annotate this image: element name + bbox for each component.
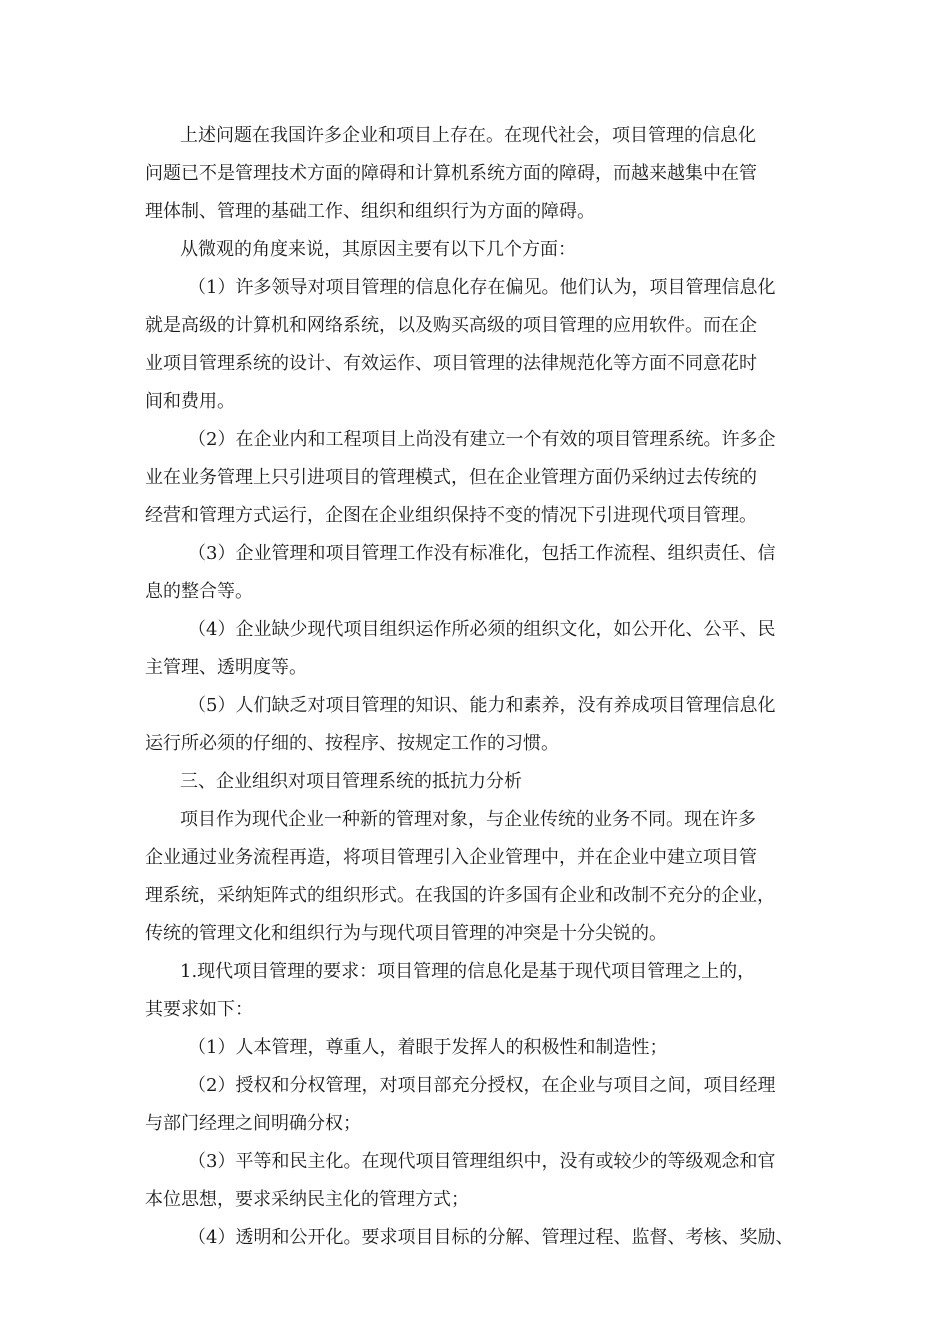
- list-item-line: （3）企业管理和项目管理工作没有标准化，包括工作流程、组织责任、信: [188, 543, 776, 564]
- paragraph-line: 理体制、管理的基础工作、组织和组织行为方面的障碍。: [145, 201, 595, 222]
- paragraph-line: 上述问题在我国许多企业和项目上存在。在现代社会，项目管理的信息化: [180, 125, 756, 146]
- paragraph-line: 本位思想，要求采纳民主化的管理方式；: [145, 1189, 469, 1210]
- list-item-line: （3）平等和民主化。在现代项目管理组织中，没有或较少的等级观念和官: [188, 1151, 776, 1172]
- paragraph-line: 主管理、透明度等。: [145, 657, 307, 678]
- paragraph-line: 传统的管理文化和组织行为与现代项目管理的冲突是十分尖锐的。: [145, 923, 667, 944]
- paragraph-line: 理系统，采纳矩阵式的组织形式。在我国的许多国有企业和改制不充分的企业，: [145, 885, 775, 906]
- list-item-line: （4）透明和公开化。要求项目目标的分解、管理过程、监督、考核、奖励、: [188, 1227, 794, 1248]
- paragraph-line: 其要求如下：: [145, 999, 253, 1020]
- list-item-line: （1）人本管理，尊重人，着眼于发挥人的积极性和制造性；: [188, 1037, 668, 1058]
- section-heading: 三、企业组织对项目管理系统的抵抗力分析: [180, 771, 522, 792]
- paragraph-line: 企业通过业务流程再造，将项目管理引入企业管理中，并在企业中建立项目管: [145, 847, 757, 868]
- list-item-line: （5）人们缺乏对项目管理的知识、能力和素养，没有养成项目管理信息化: [188, 695, 776, 716]
- list-item-line: （2）在企业内和工程项目上尚没有建立一个有效的项目管理系统。许多企: [188, 429, 776, 450]
- paragraph-line: 1.现代项目管理的要求：项目管理的信息化是基于现代项目管理之上的，: [180, 961, 756, 982]
- paragraph-line: 息的整合等。: [145, 581, 253, 602]
- paragraph-line: 就是高级的计算机和网络系统，以及购买高级的项目管理的应用软件。而在企: [145, 315, 757, 336]
- paragraph-line: 问题已不是管理技术方面的障碍和计算机系统方面的障碍，而越来越集中在管: [145, 163, 757, 184]
- list-item-line: （1）许多领导对项目管理的信息化存在偏见。他们认为，项目管理信息化: [188, 277, 776, 298]
- paragraph-line: 间和费用。: [145, 391, 235, 412]
- list-item-line: （4）企业缺少现代项目组织运作所必须的组织文化，如公开化、公平、民: [188, 619, 776, 640]
- paragraph-line: 经营和管理方式运行，企图在企业组织保持不变的情况下引进现代项目管理。: [145, 505, 757, 526]
- paragraph-line: 从微观的角度来说，其原因主要有以下几个方面：: [180, 239, 576, 260]
- list-item-line: （2）授权和分权管理，对项目部充分授权，在企业与项目之间，项目经理: [188, 1075, 776, 1096]
- paragraph-line: 业在业务管理上只引进项目的管理模式，但在企业管理方面仍采纳过去传统的: [145, 467, 757, 488]
- paragraph-line: 业项目管理系统的设计、有效运作、项目管理的法律规范化等方面不同意花时: [145, 353, 757, 374]
- paragraph-line: 运行所必须的仔细的、按程序、按规定工作的习惯。: [145, 733, 559, 754]
- paragraph-line: 项目作为现代企业一种新的管理对象，与企业传统的业务不同。现在许多: [180, 809, 756, 830]
- paragraph-line: 与部门经理之间明确分权；: [145, 1113, 361, 1134]
